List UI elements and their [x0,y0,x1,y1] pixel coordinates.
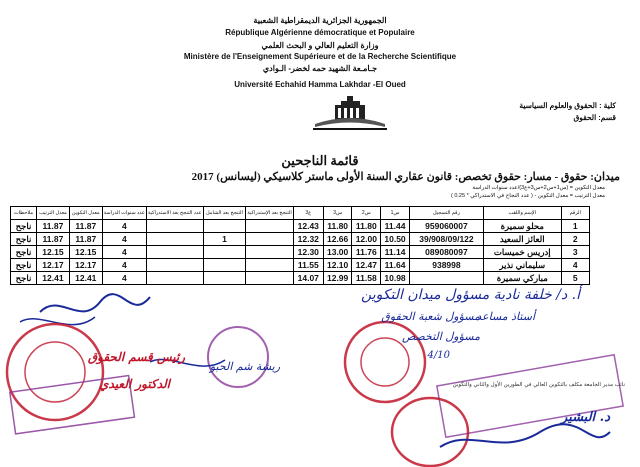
signatory-title: نائب مدير الجامعة مكلف بالتكوين العالي في الطورين الأول والثاني والتكوين [452,382,625,388]
col-header-formation: معدل التكوين [69,207,102,220]
col-header-ranking: معدل الترتيب [37,207,70,220]
table-row [11,246,590,259]
cell-a3: 12.43 [293,220,323,233]
cell-s3: 11.80 [323,220,352,233]
col-header-resit: التنجح بعد الإستدراكية [246,207,294,220]
cell-a3: 14.07 [293,272,323,285]
cell-note: ناجح [11,259,37,272]
cell-global [203,220,246,233]
handwriting-line-1: أ. د/ خلفة نادية مسؤول ميدان التكوين [361,287,580,303]
cell-resit-count [146,259,203,272]
cell-ranking: 12.17 [37,259,70,272]
signature-area [0,282,640,467]
formula-line-1: معدل التكوين = (س1+س2+س3+ع3)/عدد سنوات الدراسة [472,185,605,191]
table-row [11,233,590,246]
department-line: قسم: الحقوق [573,113,616,122]
cell-note: ناجح [11,246,37,259]
col-header-resit-count: عدد التنجح بعد الاستدراكية [146,207,203,220]
cell-s2: 11.58 [352,272,381,285]
cell-num: 5 [561,272,589,285]
table-row [11,220,590,233]
handwriting-line-6: رئيس قسم الحقوق [87,350,185,364]
cell-s3: 12.10 [323,259,352,272]
col-header-s3: س3 [323,207,352,220]
cell-ranking: 12.15 [37,246,70,259]
cell-years: 4 [102,272,146,285]
cell-name: إدريس خميسات [484,246,562,259]
header-ministry-fr: Ministère de l'Enseignement Supérieure et de la Recherche Scientifique [183,52,457,61]
stamps-and-signatures-icon [0,282,640,467]
col-header-years: عدد سنوات الدراسة [102,207,146,220]
cell-s2: 12.47 [352,259,381,272]
cell-resit-count [146,220,203,233]
cell-resit [246,246,294,259]
cell-global [203,259,246,272]
cell-resit-count [146,233,203,246]
cell-a3: 11.55 [293,259,323,272]
handwriting-line-3: مسؤول التخصص [401,330,480,343]
cell-ranking: 11.87 [37,233,70,246]
col-header-note: ملاحظات [11,207,37,220]
cell-formation: 11.87 [69,233,102,246]
cell-s1: 10.98 [381,272,410,285]
cell-s3: 13.00 [323,246,352,259]
cell-resit [246,259,294,272]
cell-name: محلو سميرة [484,220,562,233]
cell-name: العائز السعيد [484,233,562,246]
header-ministry-ar: وزارة التعليم العالي و البحث العلمي [261,41,379,50]
cell-s3: 12.66 [323,233,352,246]
col-header-a3: ع3 [293,207,323,220]
header-university-ar: جـامـعة الشهيد حمه لخضر- الـوادي [262,64,378,73]
cell-name: مباركي سميرة [484,272,562,285]
program-subtitle: ميدان: حقوق - مسار: حقوق تخصص: قانون عقاري السنة الأولى ماستر كلاسيكي (ليسانس) 2017 [191,171,620,183]
cell-num: 2 [561,233,589,246]
cell-resit-count [146,246,203,259]
cell-s1: 11.44 [381,220,410,233]
col-header-num: الرقم [561,207,589,220]
cell-num: 1 [561,220,589,233]
cell-note: ناجح [11,220,37,233]
header-university-fr: Université Echahid Hamma Lakhdar -El Oued [234,80,406,89]
cell-s2: 12.00 [352,233,381,246]
cell-s2: 11.80 [352,220,381,233]
col-header-s1: س1 [381,207,410,220]
cell-ranking: 11.87 [37,220,70,233]
handwriting-line-2: مسؤول شعبة الحقوق [381,310,480,323]
cell-years: 4 [102,233,146,246]
header-republic-ar: الجمهورية الجزائرية الديمقراطية الشعبية [253,16,387,25]
faculty-line: كلية : الحقوق والعلوم السياسية [519,101,616,110]
col-header-global: التنجح بعد الشامل [203,207,246,220]
cell-note: ناجح [11,272,37,285]
cell-resit [246,220,294,233]
cell-ranking: 12.41 [37,272,70,285]
cell-reg: 959060007 [409,220,483,233]
col-header-s2: س2 [352,207,381,220]
cell-resit [246,233,294,246]
table-row [11,259,590,272]
cell-a3: 12.32 [293,233,323,246]
university-logo-icon [305,92,395,132]
cell-reg: 938998 [409,259,483,272]
col-header-reg: رقم التسجيل [409,207,483,220]
cell-a3: 12.30 [293,246,323,259]
col-header-name: الإسم واللقب [484,207,562,220]
cell-note: ناجح [11,233,37,246]
cell-num: 4 [561,259,589,272]
cell-s1: 10.50 [381,233,410,246]
results-table [10,206,590,285]
cell-formation: 12.41 [69,272,102,285]
cell-s1: 11.64 [381,259,410,272]
faculty-block [519,100,616,124]
formula-line-2: معدل الترتيب = معدل التكوين - ( عدد النجاح في الاستدراكي * 0.25 ) [450,193,605,199]
cell-formation: 11.87 [69,220,102,233]
handwriting-line-7: الدكتور العيدي [99,377,170,391]
cell-reg: 39/908/09/122 [409,233,483,246]
cell-s3: 12.99 [323,272,352,285]
cell-s1: 11.14 [381,246,410,259]
header-republic-fr: République Algérienne démocratique et Populaire [225,28,415,37]
cell-reg: 089080097 [409,246,483,259]
cell-years: 4 [102,220,146,233]
table-header-row [11,207,590,220]
cell-years: 4 [102,259,146,272]
cell-num: 3 [561,246,589,259]
handwriting-line-4: ريشة شم الحبو [209,360,280,373]
handwriting-date: 4/10 [427,350,450,361]
cell-s2: 11.76 [352,246,381,259]
cell-global [203,246,246,259]
cell-years: 4 [102,246,146,259]
signatory-name: د. البشير [560,410,610,425]
cell-global: 1 [203,233,246,246]
handwriting-line-5: أستاذ مساعد [476,310,535,323]
cell-formation: 12.17 [69,259,102,272]
page-title: قائمة الناجحين [281,153,359,168]
cell-name: سليماني نذير [484,259,562,272]
cell-formation: 12.15 [69,246,102,259]
